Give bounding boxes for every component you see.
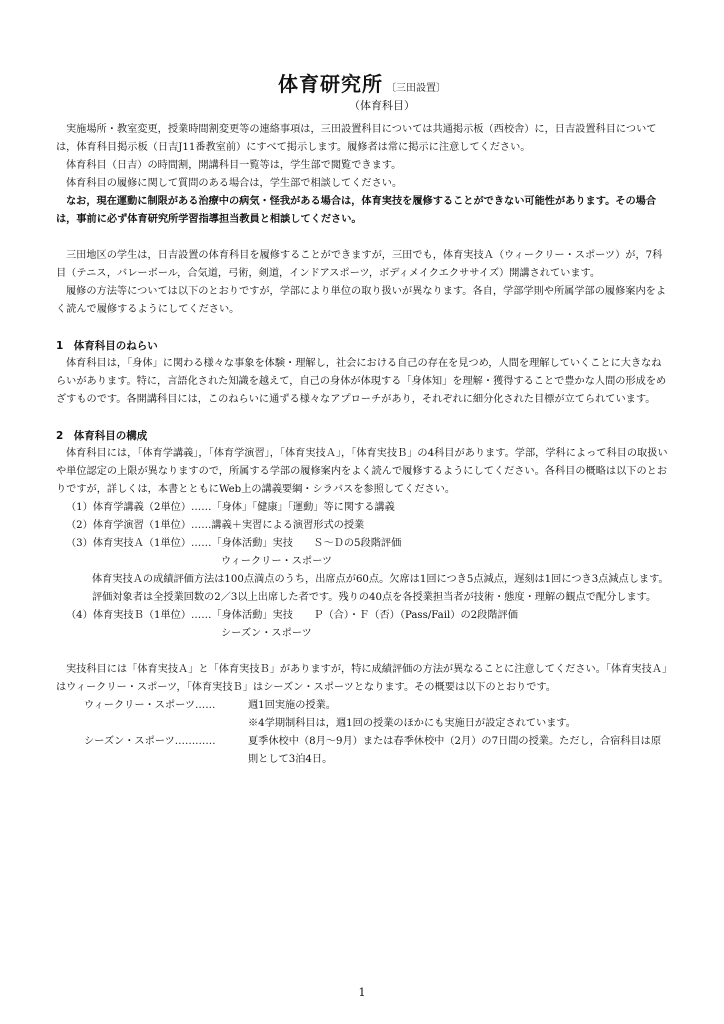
season-sports-row (56, 733, 670, 769)
section-heading-aims: 1 体育科目のねらい (56, 340, 158, 352)
list-item-continuation: ウィークリー・スポーツ (221, 556, 333, 567)
grading-note: 体育実技Ａの成績評価方法は100点満点のうち，出席点が60点。欠席は1回につき5点減点，遅刻は1回につき3点減点します。評価対象者は全授業回数の2／3以上出席した者です。残りの40点を各授業担当者が技術・態度・理解の観点で配分します。 (92, 574, 669, 603)
weekly-sports-row (56, 697, 670, 733)
season-sports-label: シーズン・スポーツ………… (84, 736, 216, 747)
intro-paragraph-warning: なお，現在運動に制限がある治療中の病気・怪我がある場合は，体育実技を履修することができない可能性があります。その場合は，事前に必ず体育研究所学習指導担当教員と相談してください。 (56, 196, 657, 225)
title-block (0, 68, 724, 113)
page-title: 体育研究所 (278, 72, 383, 96)
list-item-continuation: シーズン・スポーツ (221, 628, 312, 639)
title-line (278, 68, 446, 97)
section-heading-structure: 2 体育科目の構成 (56, 430, 148, 442)
campus-tag: 〔三田設置〕 (386, 83, 446, 94)
spacer (56, 409, 670, 427)
page-number: 1 (358, 986, 366, 999)
practical-comparison: 実技科目には「体育実技Ａ」と「体育実技Ｂ」がありますが，特に成績評価の方法が異なることに注意してください。「体育実技Ａ」はウィークリー・スポーツ，「体育実技Ｂ」はシーズン・スポーツとなります。その概要は以下のとおりです。 (56, 664, 668, 693)
intro-paragraph-mita: 三田地区の学生は，日吉設置の体育科目を履修することができますが，三田でも，体育実技Ａ（ウィークリー・スポーツ）が，7科目（テニス，バレーボール，合気道，弓術，剣道，インドアスポーツ，ボディメイクエクササイズ）開講されています。 (56, 250, 663, 279)
section-aims-body: 体育科目は，「身体」に関わる様々な事象を体験・理解し，社会における自己の存在を見つめ，人間を理解していくことに大きなねらいがあります。特に，言語化された知識を越えて，自己の身体が体現する「身体知」を理解・獲得することで豊かな人間の形成をめざすものです。各開講科目には，このねらいに通ずる様々なアプローチがあり，それぞれに細分化された目標が立てられています。 (56, 358, 667, 405)
weekly-sports-text: 週1回実施の授業。 (248, 700, 336, 711)
section-structure-body: 体育科目には，「体育学講義」，「体育学演習」，「体育実技Ａ」，「体育実技Ｂ」の4科目があります。学部，学科によって科目の取扱いや単位認定の上限が異なりますので，所属する学部の履修案内をよく読んで履修するようにしてください。各科目の概略は以下のとおりですが，詳しくは，本書とともにWeb上の講義要綱・シラバスを参照してください。 (56, 448, 668, 495)
spacer (56, 229, 670, 247)
document-body (56, 121, 670, 769)
list-item: （1）体育学講義（2単位）……「身体」「健康」「運動」等に関する講義 (66, 502, 395, 513)
season-sports-text: 夏季休校中（8月～9月）または春季休校中（2月）の7日間の授業。ただし，合宿科目は原則として3泊4日。 (248, 736, 662, 765)
list-item: （3）体育実技Ａ（1単位）……「身体活動」実技 Ｓ～Ｄの5段階評価 (66, 538, 402, 549)
intro-paragraph-timetable: 体育科目（日吉）の時間割，開講科目一覧等は，学生部で閲覧できます。 (66, 160, 402, 171)
spacer (56, 643, 670, 661)
page-subtitle: （体育科目） (349, 99, 415, 112)
list-item: （2）体育学演習（1単位）……講義＋実習による演習形式の授業 (66, 520, 365, 531)
list-item: （4）体育実技Ｂ（1単位）……「身体活動」実技 Ｐ（合）・Ｆ（否）（Pass/Fail）の2段階評価 (66, 610, 518, 621)
weekly-sports-note: ※4学期制科目は，週1回の授業のほかにも実施日が設定されています。 (248, 718, 576, 729)
spacer (56, 319, 670, 337)
weekly-sports-label: ウィークリー・スポーツ…… (84, 700, 216, 711)
intro-paragraph-notices: 実施場所・教室変更，授業時間割変更等の連絡事項は，三田設置科目については共通掲示板（西校舎）に，日吉設置科目については，体育科目掲示板（日吉J11番教室前）にすべて掲示します。履修者は常に掲示に注意してください。 (56, 124, 657, 153)
intro-paragraph-consult: 体育科目の履修に関して質問のある場合は，学生部で相談してください。 (66, 178, 403, 189)
intro-paragraph-method: 履修の方法等については以下のとおりですが，学部により単位の取り扱いが異なります。各自，学部学則や所属学部の履修案内をよく読んで履修するようにしてください。 (56, 286, 667, 315)
